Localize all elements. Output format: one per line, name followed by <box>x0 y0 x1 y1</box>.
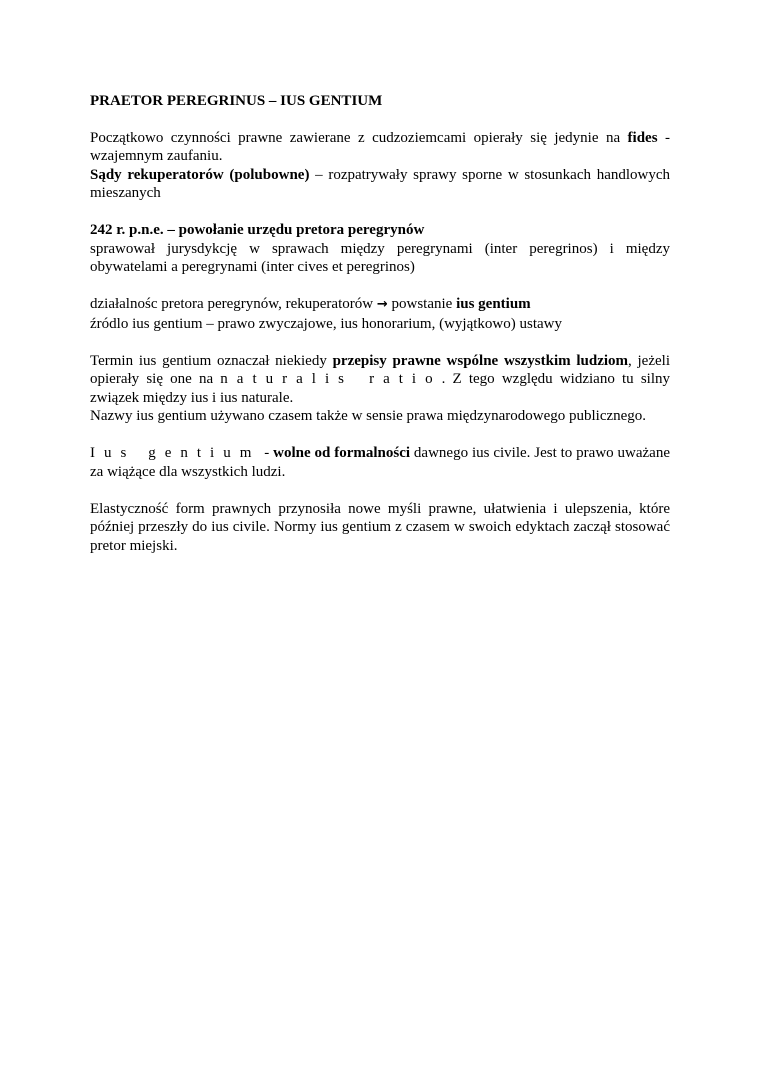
fides-text-a: Początkowo czynności prawne zawierane z cudzoziemcami opierały się jedynie na <box>90 129 628 146</box>
naturalis-ratio-spaced: naturalis ratio <box>220 371 442 387</box>
elasticity-text: Elastyczność form prawnych przynosiła nowe myśli prawne, ułatwienia i ulepszenia, które później przeszły do ius civile. Normy ius gentium z czasem w swoich edyktach zaczął stosować pretor miejski. <box>90 500 670 554</box>
ius-gentium-bold: ius gentium <box>456 296 531 312</box>
document-page <box>90 92 670 574</box>
recuperatores-text: – rozpatrywały sprawy sporne w stosunkach handlowych mieszanych <box>90 166 671 201</box>
term-bold: przepisy prawne wspólne wszystkim ludziom <box>332 352 629 369</box>
ius-gentium-spaced: Ius gentium <box>90 445 261 461</box>
formality-bold: wolne od formalności <box>273 445 411 461</box>
praetor-text: sprawował jurysdykcję w sprawach między peregrynami (inter peregrinos) i między obywatelami a peregrynami (inter cives et peregrinos) <box>90 240 670 275</box>
paragraph-242 <box>90 221 670 277</box>
paragraph-fides <box>90 129 670 203</box>
paragraph-sources <box>90 295 670 333</box>
term-line2: Nazwy ius gentium używano czasem także w sensie prawa międzynarodowego publicznego. <box>90 408 647 424</box>
paragraph-elasticity <box>90 500 670 556</box>
paragraph-formality <box>90 444 670 481</box>
formality-text: dawnego ius civile. Jest to prawo uważane za wiążące dla wszystkich ludzi. <box>90 445 670 480</box>
paragraph-term <box>90 352 670 426</box>
document-title: PRAETOR PEREGRINUS – IUS GENTIUM <box>90 93 383 109</box>
praetor-heading: 242 r. p.n.e. – powołanie urzędu pretora peregrynów <box>90 222 425 238</box>
formality-dash: - <box>260 445 274 461</box>
term-text-c: . Z tego względu widziano tu silny związek między ius i ius naturale. <box>90 371 670 406</box>
fides-bold: fides <box>627 129 658 146</box>
recuperatores-bold: Sądy rekuperatorów (polubowne) <box>90 166 310 183</box>
activity-text-b: powstanie <box>387 296 457 312</box>
sources-text: źródlo ius gentium – prawo zwyczajowe, ius honorarium, (wyjątkowo) ustawy <box>90 315 562 332</box>
term-text-a: Termin ius gentium oznaczał niekiedy <box>90 352 333 369</box>
term-text-b: , jeżeli opierały się one na <box>90 352 670 387</box>
fides-text-b: - wzajemnym zaufaniu. <box>90 129 670 164</box>
activity-text-a: działalnośc pretora peregrynów, rekuperatorów <box>90 296 377 312</box>
arrow-icon: → <box>376 297 388 312</box>
